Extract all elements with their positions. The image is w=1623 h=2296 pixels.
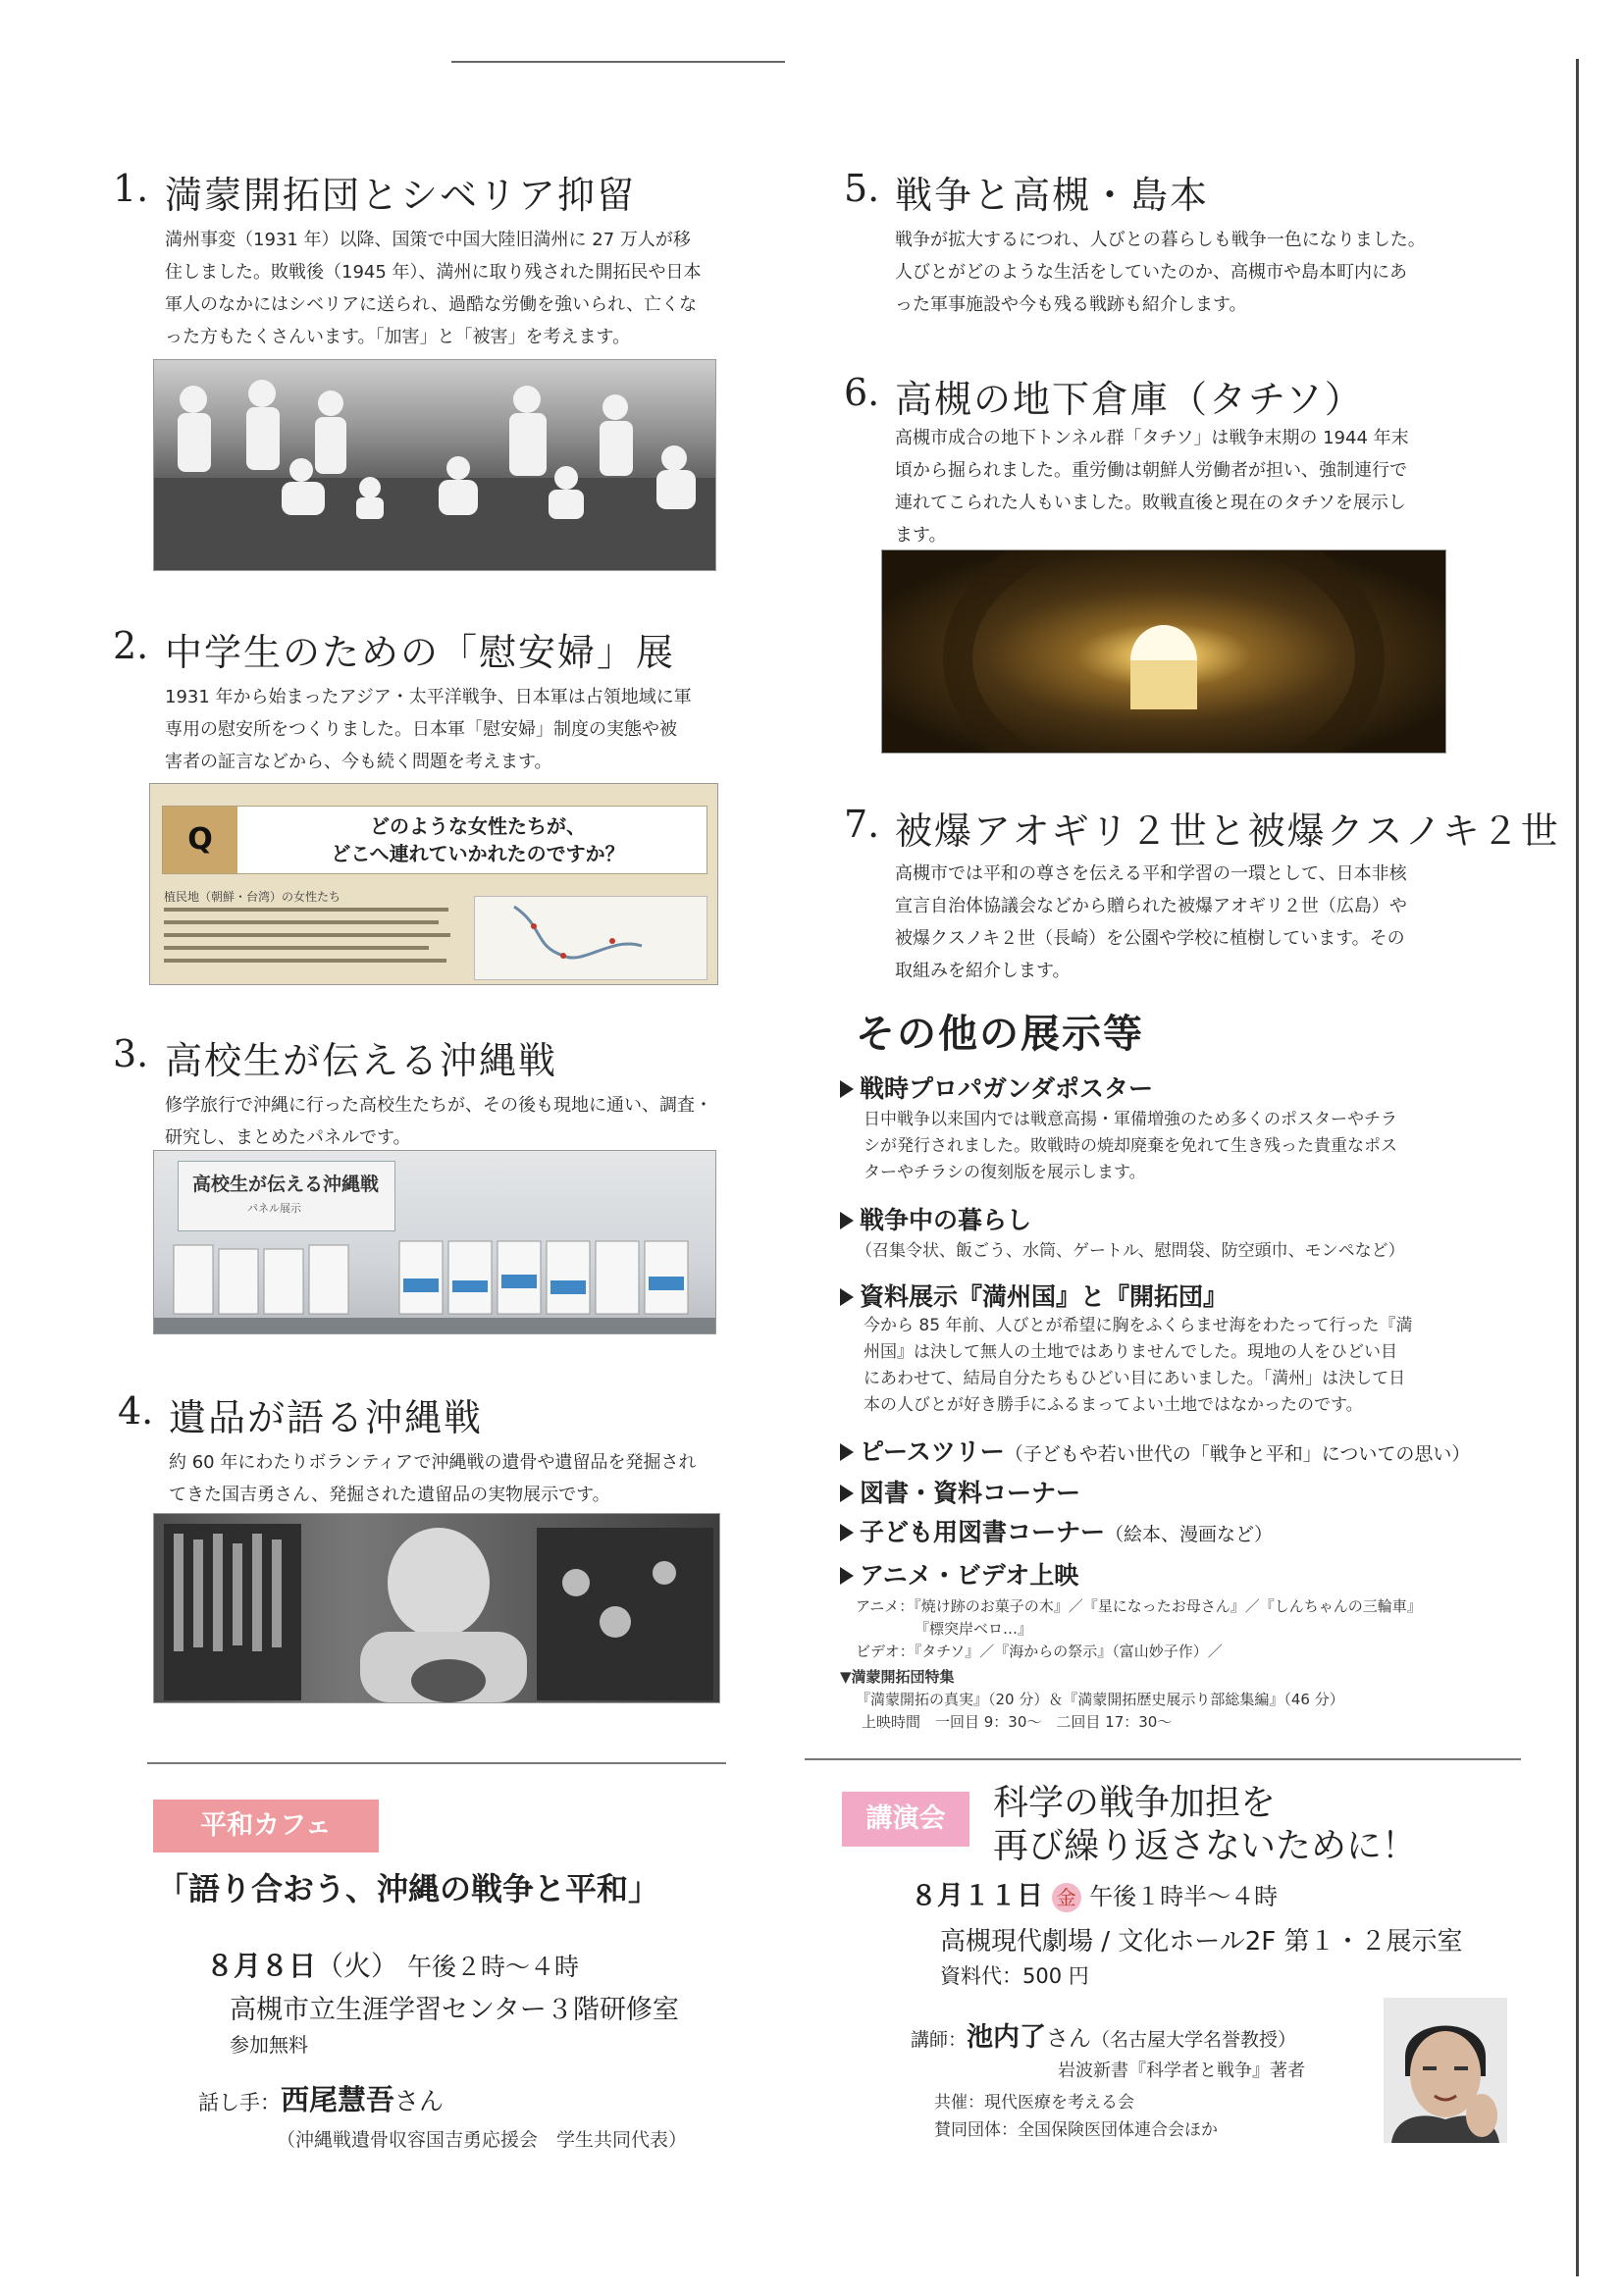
panel-map (474, 896, 707, 980)
cafe-fee: 参加無料 (230, 2033, 308, 2057)
cafe-venue: 高槻市立生涯学習センター３階研修室 (230, 1995, 679, 2025)
wartime-life-items: （召集令状、飯ごう、水筒、ゲートル、慰問袋、防空頭巾、モンペなど） (856, 1241, 1405, 1261)
lecture-divider (805, 1758, 1521, 1760)
cafe-speaker: 話し手：西尾慧吾さん (198, 2083, 445, 2116)
field-workers-illustration (154, 360, 715, 570)
item-7-number: 7. (844, 803, 880, 846)
item-5-text: 戦争が拡大するにつれ、人びとの暮らしも戦争一色になりました。 人びとがどのような生活をしていたのか、高槻市や島本町内にあ った軍事施設や今も残る戦跡も紹介します。 (895, 230, 1426, 315)
manchukuo-text: 今から 85 年前、人びとが希望に胸をふくらませ海をわたって行った『満 州国』は決して無人の土地ではありませんでした。現地の人をひどい目 にあわせて、結局自分たちもひどい目にあいました。「満州」は決して日 本の人びとが好き勝手にふるまってよい土地ではなかったのです。 (864, 1316, 1413, 1415)
manmo-special: ▼満蒙開拓団特集 『満蒙開拓の真実』（20 分）＆『満蒙開拓歴史展示り部総集編』（46 分） 上映時間 一回目 9：30～ 二回目 17：30～ (840, 1668, 1344, 1731)
item-4-title: 遺品が語る沖縄戦 (169, 1396, 484, 1439)
lecture-title: 科学の戦争加担を 再び繰り返さないために！ (993, 1783, 1418, 1866)
item-4-text: 約 60 年にわたりボランティアで沖縄戦の遺骨や遺留品を発掘され てきた国吉勇さん、発掘された遺留品の実物展示です。 (169, 1452, 697, 1505)
lecture-support: 賛同団体：全国保険医団体連合会ほか (934, 2120, 1218, 2140)
item-4-number: 4. (118, 1389, 154, 1433)
play-arrow-icon (840, 1567, 854, 1585)
item-1-number: 1. (113, 167, 149, 210)
library-corner-heading: 図書・資料コーナー (840, 1474, 1080, 1509)
wartime-life-heading: 戦争中の暮らし (840, 1201, 1031, 1236)
lecture-badge: 講演会 (842, 1792, 969, 1847)
speaker-portrait (1384, 1998, 1507, 2143)
item-1-title: 満蒙開拓団とシベリア抑留 (165, 174, 637, 217)
cafe-speaker-affiliation: （沖縄戦遺骨収容国吉勇応援会 学生共同代表） (277, 2129, 688, 2151)
item-6-text: 高槻市成合の地下トンネル群「タチソ」は戦争末期の 1944 年末 頃から掘られました。重労働は朝鮮人労働者が担い、強制連行で 連れてこられた人もいました。敗戦直後と現在のタチソを展示し ます。 (895, 428, 1409, 546)
lecture-date: ８月１１日 金 午後１時半～４時 (911, 1881, 1279, 1911)
item-3-exhibition-photo (153, 1150, 716, 1334)
peace-tree-heading: ピースツリー（子どもや若い世代の「戦争と平和」についての思い） (840, 1433, 1470, 1468)
other-exhibits-title: その他の展示等 (856, 1011, 1144, 1057)
lecture-fee: 資料代：500 円 (940, 1964, 1089, 1988)
item-2-number: 2. (113, 624, 149, 667)
cafe-title: 「語り合おう、沖縄の戦争と平和」 (157, 1870, 660, 1907)
item-5-number: 5. (844, 167, 880, 210)
lecture-speaker: 講師：池内了さん（名古屋大学名誉教授） (911, 2022, 1297, 2053)
header-rule (451, 61, 785, 63)
anime-video-heading: アニメ・ビデオ上映 (840, 1556, 1078, 1592)
item-7-text: 高槻市では平和の尊さを伝える平和学習の一環として、日本非核 宣言自治体協議会などから贈られた被爆アオギリ２世（広島）や 被爆クスノキ２世（長崎）を公園や学校に植樹しています。その 取組みを紹介します。 (895, 863, 1407, 981)
propaganda-text: 日中戦争以来国内では戦意高揚・軍備増強のため多くのポスターやチラ シが発行されました。敗戦時の焼却廃棄を免れて生き残った貴重なポス ターやチラシの復刻版を展示します。 (864, 1110, 1397, 1182)
tunnel-arch-illustration (882, 550, 1445, 753)
item-6-title: 高槻の地下倉庫（タチソ） (895, 378, 1364, 421)
kids-books-heading: 子ども用図書コーナー（絵本、漫画など） (840, 1513, 1273, 1548)
item-6-tunnel-photo (881, 549, 1446, 754)
peace-cafe-badge: 平和カフェ (153, 1800, 379, 1852)
item-2-title: 中学生のための「慰安婦」展 (165, 631, 676, 674)
item-2-text: 1931 年から始まったアジア・太平洋戦争、日本軍は占領地域に軍 専用の慰安所をつくりました。日本軍「慰安婦」制度の実態や被 害者の証言などから、今も続く問題を考えます。 (165, 687, 692, 772)
cafe-divider (147, 1762, 726, 1764)
play-arrow-icon (840, 1080, 854, 1098)
item-1-text: 満州事変（1931 年）以降、国策で中国大陸旧満州に 27 万人が移 住しました。敗戦後（1945 年）、満州に取り残された開拓民や日本 軍人のなかにはシベリアに送られ、過酷な労働を強いられ、亡くな った方もたくさんいます。「加害」と「被害」を考えます。 (165, 230, 702, 347)
lecture-host: 共催：現代医療を考える会 (934, 2093, 1134, 2113)
right-edge-line (1576, 59, 1579, 2276)
item-7-title: 被爆アオギリ２世と被爆クスノキ２世 (895, 809, 1560, 853)
okinawa-sign: 高校生が伝える沖縄戦 パネル展示 (178, 1161, 395, 1231)
panel-q-box (162, 806, 707, 874)
item-3-title: 高校生が伝える沖縄戦 (165, 1039, 558, 1082)
play-arrow-icon (840, 1485, 854, 1502)
lecture-venue: 高槻現代劇場 / 文化ホール2F 第１・２展示室 (940, 1927, 1463, 1957)
panel-text-lines (164, 908, 458, 971)
item-1-photo-field-workers (153, 359, 716, 571)
weekday-circle: 金 (1052, 1883, 1081, 1912)
item-2-panel-photo (149, 783, 718, 985)
play-arrow-icon (840, 1288, 854, 1306)
cafe-date: ８月８日（火） 午後２時～４時 (206, 1950, 579, 1982)
anime-video-list: アニメ：『焼け跡のお菓子の木』／『星になったお母さん』／『しんちゃんの三輪車』 『標突岸ベロ…』 ビデオ：『タチソ』／『海からの祭示』（富山妙子作）／ (856, 1597, 1422, 1660)
item-6-number: 6. (844, 371, 880, 414)
panel-question: どのような女性たちが、 どこへ連れていかれたのですか？ (331, 814, 625, 865)
propaganda-heading: 戦時プロパガンダポスター (840, 1070, 1153, 1105)
play-arrow-icon (840, 1212, 854, 1229)
item-4-artifacts-photo (153, 1513, 720, 1703)
lecture-book: 岩波新書『科学者と戦争』著者 (1058, 2061, 1305, 2081)
manchukuo-heading: 資料展示『満州国』と『開拓団』 (840, 1278, 1228, 1313)
play-arrow-icon (840, 1524, 854, 1541)
item-3-text: 修学旅行で沖縄に行った高校生たちが、その後も現地に通い、調査・ 研究し、まとめたパネルです。 (165, 1095, 712, 1148)
panel-subheading: 植民地（朝鮮・台湾）の女性たち (164, 890, 341, 904)
play-arrow-icon (840, 1443, 854, 1461)
item-3-number: 3. (113, 1032, 149, 1075)
panel-q-mark: Q (163, 807, 237, 873)
item-5-title: 戦争と高槻・島本 (895, 174, 1210, 217)
